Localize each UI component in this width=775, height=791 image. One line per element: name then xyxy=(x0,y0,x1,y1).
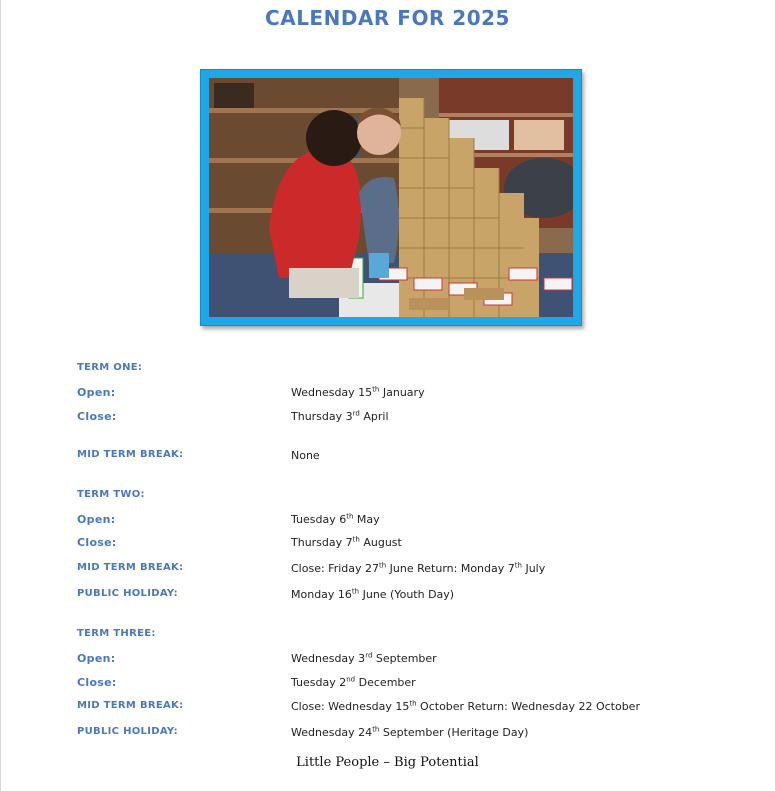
row-label: TERM TWO: xyxy=(77,489,145,500)
row-label: Open: xyxy=(77,652,116,665)
page-title: CALENDAR FOR 2025 xyxy=(265,6,510,30)
tagline: Little People – Big Potential xyxy=(296,755,479,770)
row-label: Open: xyxy=(77,386,116,399)
term-two-close-row xyxy=(0,536,775,556)
photo-frame xyxy=(200,69,582,326)
ordinal-suffix: nd xyxy=(346,675,356,684)
row-value: Thursday 3rd April xyxy=(291,409,389,423)
row-label: Open: xyxy=(77,513,116,526)
row-value: Wednesday 24th September (Heritage Day) xyxy=(291,725,529,739)
term-three-close-row xyxy=(0,676,775,696)
classroom-photo xyxy=(209,78,573,317)
row-label: MID TERM BREAK: xyxy=(77,700,184,711)
row-value: Thursday 7th August xyxy=(291,535,402,549)
term-one-mid-term-row xyxy=(0,449,775,469)
ordinal-suffix: th xyxy=(409,699,417,708)
ordinal-suffix: rd xyxy=(352,409,360,418)
term-two-open-row xyxy=(0,513,775,533)
term-one-open-row xyxy=(0,386,775,406)
term-one-heading xyxy=(0,362,775,382)
term-two-heading xyxy=(0,489,775,509)
row-value: Tuesday 2nd December xyxy=(291,675,416,689)
row-label: Close: xyxy=(77,410,117,423)
row-label: Close: xyxy=(77,676,117,689)
row-value: Wednesday 3rd September xyxy=(291,651,437,665)
term-three-mid-term-row xyxy=(0,700,775,720)
row-label: TERM ONE: xyxy=(77,362,143,373)
term-three-heading xyxy=(0,628,775,648)
ordinal-suffix: rd xyxy=(365,651,373,660)
ordinal-suffix: th xyxy=(514,561,522,570)
term-three-public-holiday-row xyxy=(0,726,775,746)
row-label: PUBLIC HOLIDAY: xyxy=(77,588,178,599)
term-one-close-row xyxy=(0,410,775,430)
term-three-open-row xyxy=(0,652,775,672)
row-label: MID TERM BREAK: xyxy=(77,449,184,460)
ordinal-suffix: th xyxy=(346,512,354,521)
row-value: Close: Friday 27th June Return: Monday 7th July xyxy=(291,561,546,575)
term-two-public-holiday-row xyxy=(0,588,775,608)
row-label: MID TERM BREAK: xyxy=(77,562,184,573)
ordinal-suffix: th xyxy=(379,561,387,570)
row-label: Close: xyxy=(77,536,117,549)
row-value: Close: Wednesday 15th October Return: Wednesday 22 October xyxy=(291,699,640,713)
row-value: Wednesday 15th January xyxy=(291,385,425,399)
row-label: TERM THREE: xyxy=(77,628,156,639)
row-value: Monday 16th June (Youth Day) xyxy=(291,587,455,601)
row-value: Tuesday 6th May xyxy=(291,512,380,526)
ordinal-suffix: th xyxy=(351,587,360,596)
ordinal-suffix: th xyxy=(372,725,380,734)
ordinal-suffix: th xyxy=(372,385,380,394)
term-two-mid-term-row xyxy=(0,562,775,582)
ordinal-suffix: th xyxy=(352,535,360,544)
row-value: None xyxy=(291,449,320,462)
row-label: PUBLIC HOLIDAY: xyxy=(77,726,178,737)
